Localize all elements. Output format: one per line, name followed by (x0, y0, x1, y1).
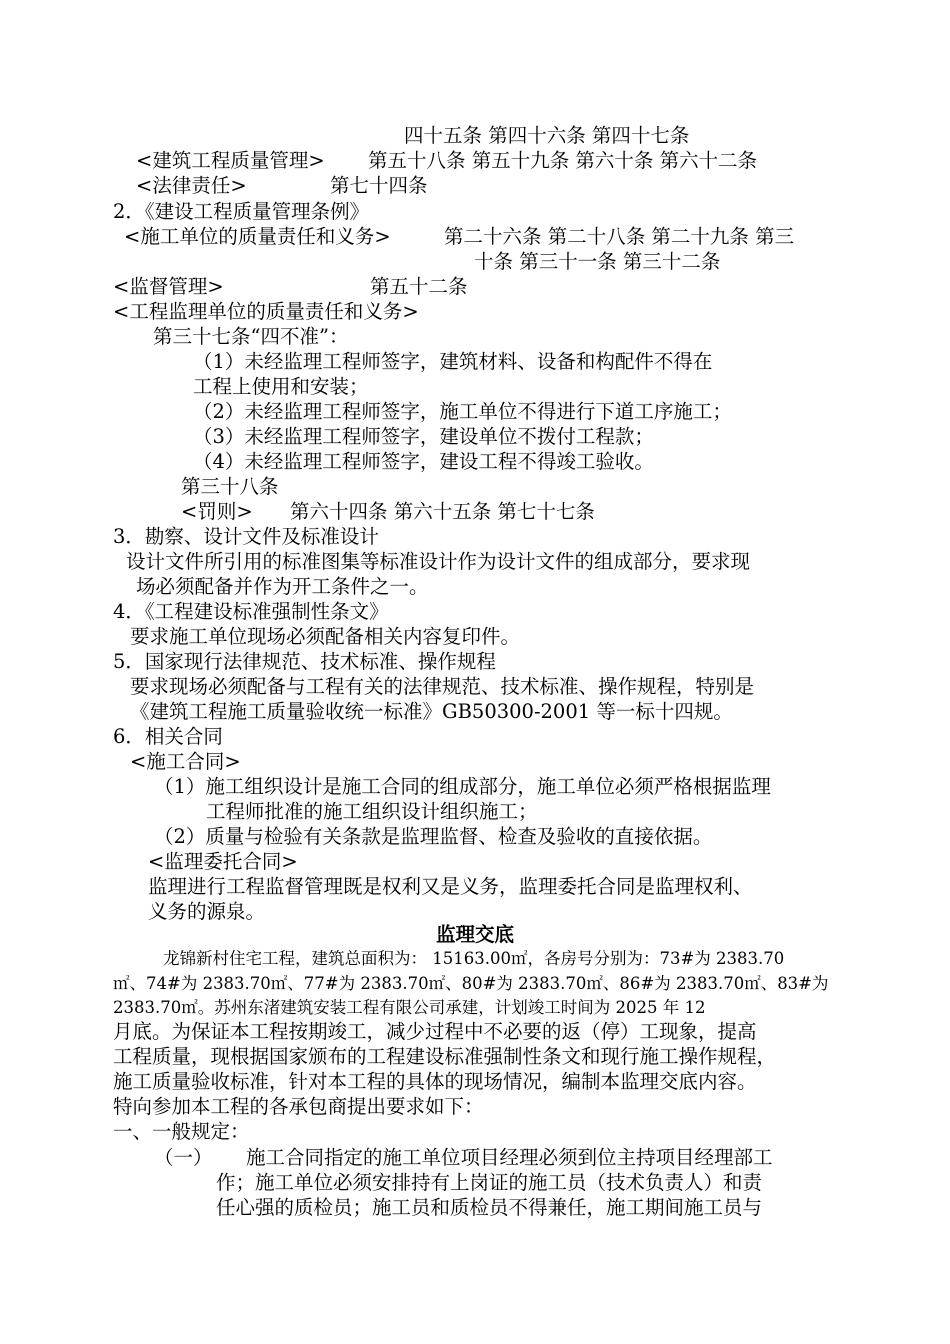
text-line: <工程监理单位的质量责任和义务> (113, 300, 419, 323)
paragraph-line: 施工质量验收标准，针对本工程的具体的现场情况，编制本监理交底内容。 (113, 1070, 757, 1093)
paragraph-line: 任心强的质检员；施工员和质检员不得兼任，施工期间施工员与 (216, 1196, 763, 1219)
text-line: <罚则> (181, 500, 253, 523)
text-line: <监督管理> (113, 275, 224, 298)
text-line: （1）施工组织设计是施工合同的组成部分，施工单位必须严格根据监理 (154, 775, 771, 798)
text-line: （4）未经监理工程师签字，建设工程不得竣工验收。 (193, 450, 654, 473)
list-marker: （一） (154, 1146, 213, 1169)
text-line: <法律责任> (136, 174, 247, 197)
paragraph-line: 月底。为保证本工程按期竣工，减少过程中不必要的返（停）工现象，提高 (113, 1020, 757, 1043)
paragraph-line: 2383.70㎡。苏州东渚建筑安装工程有限公司承建，计划竣工时间为 2025 年 12 (113, 998, 706, 1017)
text-line: <施工合同> (130, 750, 241, 773)
text-line: （2）质量与检验有关条款是监理监督、检查及验收的直接依据。 (154, 825, 713, 848)
text-line: <施工单位的质量责任和义务> (124, 225, 391, 248)
paragraph-line: 特向参加本工程的各承包商提出要求如下： (113, 1095, 484, 1118)
text-line: 四十五条 第四十六条 第四十七条 (404, 124, 690, 147)
text-line: 第三十七条“四不准”： (153, 325, 349, 348)
text-line: 第六十四条 第六十五条 第七十七条 (290, 500, 595, 523)
text-line: 第三十八条 (181, 475, 279, 498)
text-line: 工程师批准的施工组织设计组织施工； (206, 800, 538, 823)
text-line: 义务的源泉。 (148, 900, 266, 923)
text-line: 设计文件所引用的标准图集等标准设计作为设计文件的组成部分，要求现 (126, 550, 751, 573)
section-heading: 6．相关合同 (113, 725, 223, 748)
text-line: 场必须配备并作为开工条件之一。 (136, 575, 429, 598)
paragraph-line: ㎡、74#为 2383.70㎡、77#为 2383.70㎡、80#为 2383.70㎡、86#为 2383.70㎡、83#为 (113, 974, 829, 993)
text-line: <监理委托合同> (148, 850, 298, 873)
text-line: 《建筑工程施工质量验收统一标准》GB50300-2001 等一标十四规。 (130, 700, 733, 723)
text-line: 第七十四条 (330, 174, 428, 197)
text-line: 十条 第三十一条 第三十二条 (474, 250, 721, 273)
section-heading: 一、一般规定： (113, 1120, 250, 1143)
text-line: 工程上使用和安装； (193, 375, 369, 398)
section-heading: 3．勘察、设计文件及标准设计 (113, 525, 379, 548)
paragraph-line: 龙锦新村住宅工程，建筑总面积为： 15163.00㎡，各房号分别为：73#为 2383.70 (163, 949, 785, 968)
text-line: 第五十八条 第五十九条 第六十条 第六十二条 (368, 149, 758, 172)
paragraph-line: 作；施工单位必须安排持有上岗证的施工员（技术负责人）和责 (216, 1171, 763, 1194)
section-heading: 5．国家现行法律规范、技术标准、操作规程 (113, 650, 496, 673)
text-line: 要求施工单位现场必须配备相关内容复印件。 (130, 625, 521, 648)
text-line: <建筑工程质量管理> (136, 149, 325, 172)
text-line: 要求现场必须配备与工程有关的法律规范、技术标准、操作规程，特别是 (130, 675, 755, 698)
text-line: 第五十二条 (370, 275, 468, 298)
text-line: （2）未经监理工程师签字，施工单位不得进行下道工序施工； (193, 400, 732, 423)
document-title: 监理交底 (435, 923, 514, 946)
paragraph-line: 施工合同指定的施工单位项目经理必须到位主持项目经理部工 (246, 1146, 773, 1169)
paragraph-line: 工程质量，现根据国家颁布的工程建设标准强制性条文和现行施工操作规程， (113, 1045, 777, 1068)
section-heading: 2．《建设工程质量管理条例》 (113, 200, 370, 223)
section-heading: 4．《工程建设标准强制性条文》 (113, 600, 389, 623)
text-line: 监理进行工程监督管理既是权利又是义务，监理委托合同是监理权利、 (148, 875, 753, 898)
text-line: （3）未经监理工程师签字，建设单位不拨付工程款； (193, 425, 654, 448)
text-line: 第二十六条 第二十八条 第二十九条 第三 (444, 225, 795, 248)
text-line: （1）未经监理工程师签字，建筑材料、设备和构配件不得在 (193, 350, 713, 373)
